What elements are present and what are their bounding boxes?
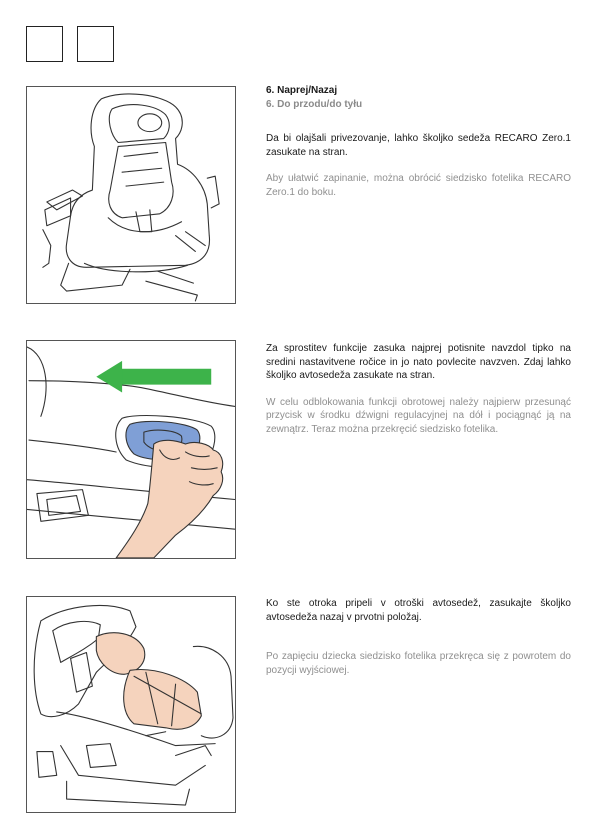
section-1-heading-sl: 6. Naprej/Nazaj — [266, 85, 338, 96]
section-2-text — [266, 342, 571, 436]
tab-box-1 — [26, 26, 63, 62]
tab-box-2 — [77, 26, 114, 62]
figure-seat-rotated — [26, 86, 236, 304]
section-2-paragraph-sl: Za sprostitev funkcije zasuka najprej potisnite navzdol tipko na sredini nastavitvene ročice in jo nato povlecite navzven. Zdaj lahko školjko avtosedeža zasukate na stran. — [266, 343, 571, 381]
section-1-heading-pl: 6. Do przodu/do tyłu — [266, 99, 363, 110]
hand-illustration — [116, 440, 223, 558]
section-3-paragraph-pl: Po zapięciu dziecka siedzisko fotelika przekręca się z powrotem do pozycji wyjściowej. — [266, 651, 571, 676]
section-1-text — [266, 84, 571, 199]
figure-seat-returned — [26, 596, 236, 813]
section-3-paragraph-sl: Ko ste otroka pripeli v otroški avtosedež, zasukajte školjko avtosedeža nazaj v prvotni položaj. — [266, 598, 571, 623]
section-3-text — [266, 597, 571, 677]
section-1-paragraph-pl: Aby ułatwić zapinanie, można obrócić siedzisko fotelika RECARO Zero.1 do boku. — [266, 173, 571, 198]
arrow-left-icon — [96, 361, 211, 393]
figure-release-lever — [26, 340, 236, 559]
section-1-paragraph-sl: Da bi olajšali privezovanje, lahko školjko sedeža RECARO Zero.1 zasukate na stran. — [266, 133, 571, 158]
section-2-paragraph-pl: W celu odblokowania funkcji obrotowej należy najpierw przesunąć przycisk w środku dźwigni regulacyjnej na dół i pociągnąć ją na zewnątrz. Teraz można przekręcić siedzisko fotelika. — [266, 396, 571, 435]
